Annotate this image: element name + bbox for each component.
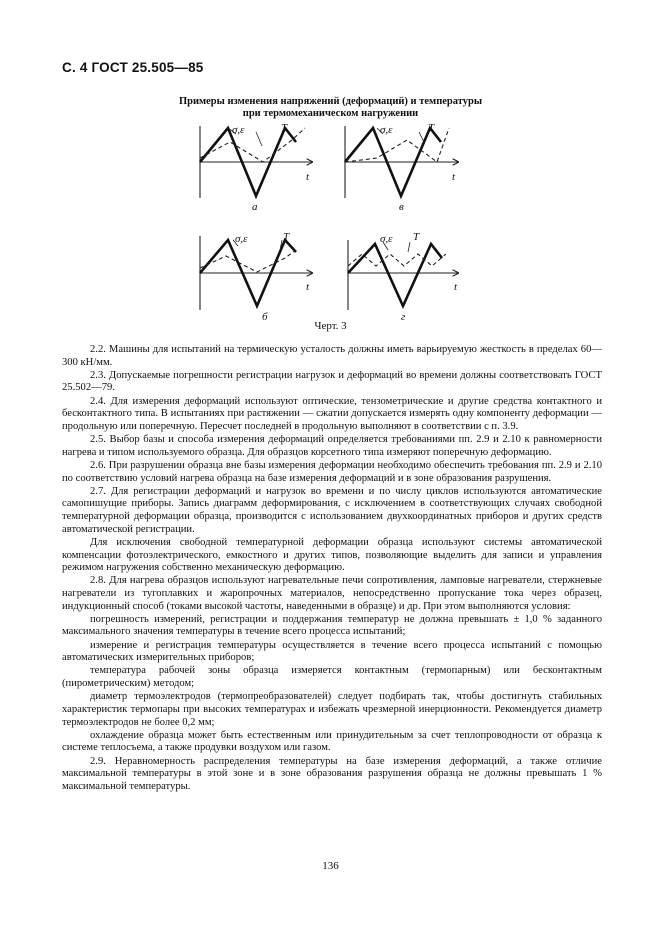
diagram-g-temp-label: T [413,231,420,243]
body-text [62,344,602,794]
diagram-v-sublabel: в [399,201,404,213]
page-header: С. 4 ГОСТ 25.505—85 [62,60,204,75]
paragraph: 2.6. При разрушении образца вне базы измерения деформации необходимо обеспечить требования пп. 2.9 и 2.10 по соответствию условий нагрева образца на базе измерения деформаций и в зоне образования разрушения. [62,459,602,484]
paragraph: Для исключения свободной температурной деформации образца используют системы автоматической компенсации фотоэлектрического, емкостного и других типов, позволяющие выделить для записи и управления режимом нагружения собственно механическую деформацию. [62,536,602,574]
paragraph: диаметр термоэлектродов (термопреобразователей) следует подбирать так, чтобы достигнуть стабильных характеристик термопары при высоких температурах и избежать чрезмерной инерционности. Рекомендуется диаметр термоэлектродов не более 0,2 мм; [62,691,602,728]
diagram-b-sublabel: б [262,311,268,323]
diagram-b [200,231,312,323]
diagram-a-temp-label: T [281,122,288,134]
figure-title-line1: Примеры изменения напряжений (деформаций) и температуры [178,96,483,107]
paragraph: измерение и регистрация температуры осуществляется в течение всего процесса испытаний с помощью автоматических измерительных приборов; [62,639,602,664]
diagram-b-time-label: t [306,281,310,293]
figure-title-line2: при термомеханическом нагружении [242,108,419,119]
diagram-g-stress-label: σ,ε [380,233,393,245]
diagram-b-stress-label: σ,ε [235,233,248,245]
paragraph: 2.4. Для измерения деформаций используют оптические, тензометрические и другие средства контактного и бесконтактного типа. В испытаниях при растяжении — сжатии допускается измерять одну компоненту деформации — продольную или поперечную. Пересчет последней в продольную выполняют в соответствии с п. 3.9. [62,395,602,432]
page-number: 136 [322,860,339,872]
paragraph: охлаждение образца может быть естественным или принудительным за счет теплопроводности от образца к системе теплосъема, а также продувки воздухом или газом. [62,729,602,754]
diagram-g-time-label: t [454,281,458,293]
diagram-a-stress-label: σ,ε [232,124,245,136]
diagram-v-stress-label: σ,ε [380,124,393,136]
diagram-a [200,122,312,213]
paragraph: 2.2. Машины для испытаний на термическую усталость должны иметь варьируемую жесткость в пределах 60—300 кН/мм. [62,344,602,368]
paragraph: 2.7. Для регистрации деформаций и нагрузок во времени и по числу циклов используются автоматические самопишущие приборы. Запись диаграмм деформирования, с исключением в соответствующих случаях свободной температурной деформации образца, производится с использованием двухкоординатных приборов и других средств автоматической регистрации. [62,485,602,535]
diagram-g-sublabel: г [401,311,406,323]
paragraph: 2.3. Допускаемые погрешности регистрации нагрузок и деформаций во времени должны соответствовать ГОСТ 25.502—79. [62,369,602,394]
diagram-v [345,122,458,213]
paragraph: 2.9. Неравномерность распределения температуры на базе измерения деформаций, а также отличие максимальной температуры в этой зоне и в зоне образования разрушения образца не должны превышать 1 % максимальной температуры. [62,755,602,792]
figure-caption: Черт. 3 [314,320,347,332]
diagram-v-time-label: t [452,171,456,183]
diagram-b-temp-curve [200,250,296,272]
figure-diagrams [0,0,661,330]
diagram-b-temp-label: T [283,231,290,243]
paragraph: 2.8. Для нагрева образцов используют нагревательные печи сопротивления, ламповые нагреватели, стержневые нагреватели из тугоплавких и жаропрочных материалов, непосредственно пропускание тока через образец, индукционный способ (токами высокой частоты, наведенными в образце) и др. При этом выполняются условия: [62,575,602,612]
diagram-a-time-label: t [306,171,310,183]
diagram-g [348,231,458,323]
diagram-g-stress-curve [348,244,442,306]
diagram-v-temp-label: T [428,122,435,134]
paragraph: погрешность измерений, регистрации и поддержания температур не должна превышать ± 1,0 % заданного максимального значения температуры в течение всего процесса испытаний; [62,613,602,638]
diagram-a-sublabel: а [252,201,258,213]
paragraph: температура рабочей зоны образца измеряется контактным (термопарным) или бесконтактным (пирометрическим) методом; [62,665,602,690]
paragraph: 2.5. Выбор базы и способа измерения деформаций определяется требованиями пп. 2.9 и 2.10 к равномерности нагрева и типом используемого образца. Для образцов корсетного типа измеряют поперечную деформацию. [62,434,602,458]
